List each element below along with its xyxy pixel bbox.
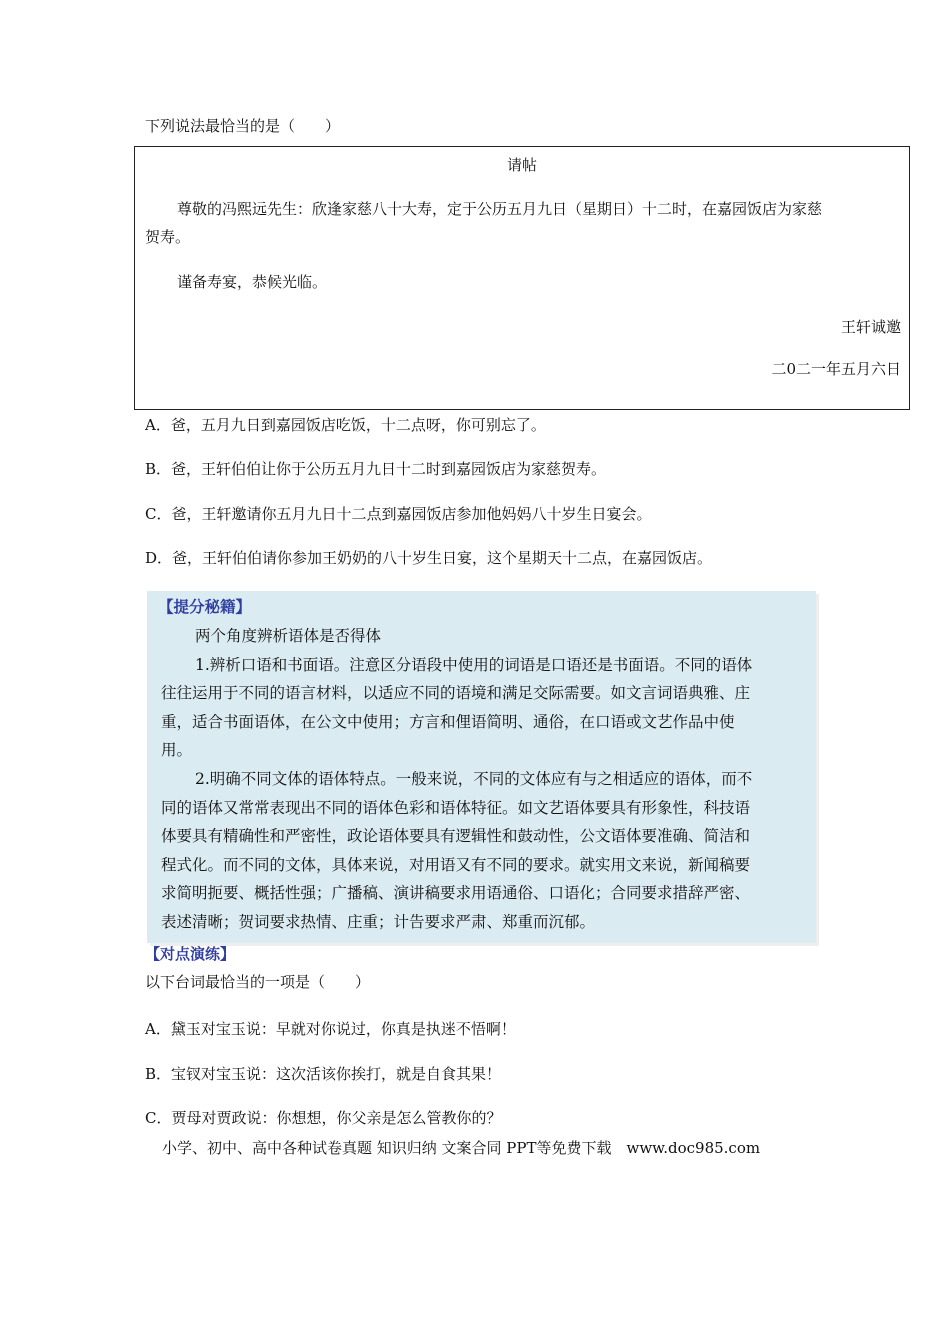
question-2-option-b: B．宝钗对宝玉说：这次活该你挨打，就是自食其果！ [145, 1065, 502, 1083]
question-1-option-b: B．爸，王轩伯伯让你于公历五月九日十二时到嘉园饭店为家慈贺寿。 [145, 460, 607, 478]
invitation-body-line: 贺寿。 [145, 228, 191, 246]
invitation-signer: 王轩诚邀 [840, 318, 901, 336]
tips-text-line: 用。 [161, 741, 193, 759]
question-1-option-d: D．爸，王轩伯伯请你参加王奶奶的八十岁生日宴，这个星期天十二点，在嘉园饭店。 [145, 549, 713, 567]
tips-text-line: 表述清晰；贺词要求热情、庄重；计告要求严肃、郑重而沉郁。 [161, 913, 596, 931]
tips-panel [147, 591, 816, 943]
question-1-option-a: A．爸，五月九日到嘉园饭店吃饭，十二点呀，你可别忘了。 [145, 416, 546, 434]
invitation-body-line: 尊敬的冯熙远先生：欣逢家慈八十大寿，定于公历五月九日（星期日）十二时，在嘉园饭店为家慈 [177, 200, 823, 218]
tips-text-line: 体要具有精确性和严密性，政论语体要具有逻辑性和鼓动性，公文语体要准确、简洁和 [161, 827, 751, 845]
question-1-option-c: C．爸，王轩邀请你五月九日十二点到嘉园饭店参加他妈妈八十岁生日宴会。 [145, 505, 652, 523]
question-1-prompt: 下列说法最恰当的是（ ） [145, 117, 341, 135]
tips-text-line: 程式化。而不同的文体，具体来说，对用语又有不同的要求。就实用文来说，新闻稿要 [161, 856, 751, 874]
tips-text-line: 往往运用于不同的语言材料，以适应不同的语境和满足交际需要。如文言词语典雅、庄 [161, 684, 751, 702]
invitation-closing: 谨备寿宴，恭候光临。 [177, 273, 328, 291]
tips-subheading: 两个角度辨析语体是否得体 [195, 627, 382, 645]
footer-text: 小学、初中、高中各种试卷真题 知识归纳 文案合同 PPT等免费下载 www.doc985.com [162, 1139, 761, 1157]
question-2-option-a: A．黛玉对宝玉说：早就对你说过，你真是执迷不悟啊！ [145, 1020, 516, 1038]
tips-text-line: 求简明扼要、概括性强；广播稿、演讲稿要求用语通俗、口语化；合同要求措辞严密、 [161, 884, 751, 902]
tips-text-line: 同的语体又常常表现出不同的语体色彩和语体特征。如文艺语体要具有形象性，科技语 [161, 799, 751, 817]
question-2-option-c: C．贾母对贾政说：你想想，你父亲是怎么管教你的？ [145, 1109, 502, 1127]
question-2-prompt: 以下台词最恰当的一项是（ ） [145, 973, 371, 991]
tips-text-line: 1.辨析口语和书面语。注意区分语段中使用的词语是口语还是书面语。不同的语体 [195, 656, 753, 674]
tips-text-line: 重，适合书面语体，在公文中使用；方言和俚语简明、通俗，在口语或文艺作品中使 [161, 713, 735, 731]
invitation-date: 二0二一年五月六日 [771, 360, 901, 378]
practice-heading: 【对点演练】 [145, 945, 236, 963]
invitation-title: 请帖 [506, 156, 537, 174]
tips-text-line: 2.明确不同文体的语体特点。一般来说，不同的文体应有与之相适应的语体，而不 [195, 770, 753, 788]
invitation-card [134, 146, 910, 410]
tips-heading: 【提分秘籍】 [158, 598, 252, 616]
